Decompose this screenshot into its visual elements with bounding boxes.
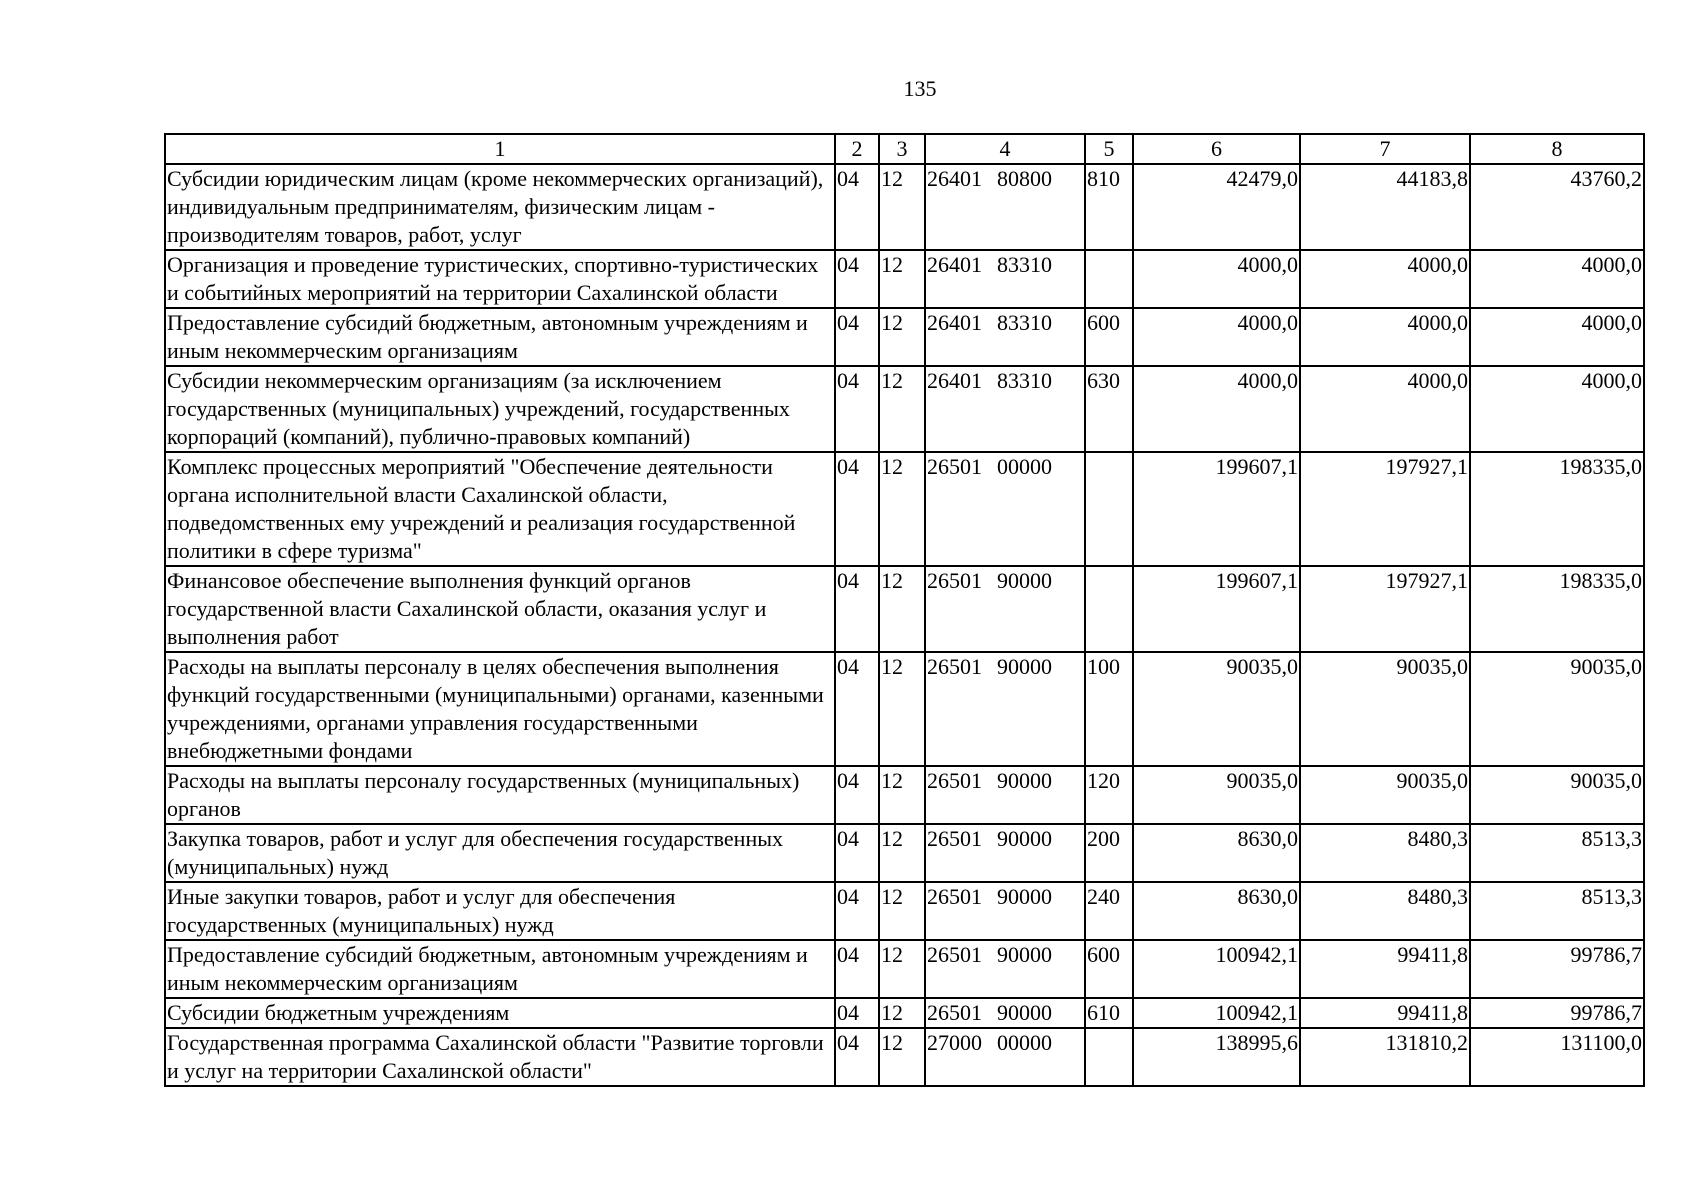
target-article-suffix: 90000 — [997, 826, 1052, 851]
amount-col-7: 4000,0 — [1300, 250, 1470, 308]
row-name: Субсидии бюджетным учреждениям — [165, 998, 835, 1028]
amount-col-6: 100942,1 — [1133, 940, 1300, 998]
table-row — [165, 824, 1644, 882]
page-number: 135 — [903, 76, 937, 101]
subsection-code: 12 — [879, 308, 925, 366]
amount-col-6: 8630,0 — [1133, 824, 1300, 882]
target-article-code — [925, 1028, 1085, 1086]
target-article-prefix: 26501 — [927, 942, 982, 967]
target-article-prefix: 27000 — [927, 1030, 982, 1055]
section-code: 04 — [835, 164, 879, 250]
target-article-prefix: 26501 — [927, 454, 982, 479]
amount-col-8: 4000,0 — [1470, 308, 1644, 366]
amount-col-6: 90035,0 — [1133, 766, 1300, 824]
expense-type-code: 600 — [1085, 940, 1133, 998]
target-article-code — [925, 164, 1085, 250]
amount-col-7: 8480,3 — [1300, 824, 1470, 882]
amount-col-7: 4000,0 — [1300, 308, 1470, 366]
target-article-suffix: 83310 — [997, 368, 1052, 393]
column-header: 2 — [835, 134, 879, 164]
amount-col-8: 8513,3 — [1470, 882, 1644, 940]
expense-type-code — [1085, 1028, 1133, 1086]
subsection-code: 12 — [879, 998, 925, 1028]
amount-col-8: 4000,0 — [1470, 366, 1644, 452]
section-code: 04 — [835, 940, 879, 998]
amount-col-6: 4000,0 — [1133, 250, 1300, 308]
target-article-code — [925, 652, 1085, 766]
target-article-code — [925, 766, 1085, 824]
row-name: Комплекс процессных мероприятий "Обеспечение деятельности органа исполнительной власти Сахалинской области, подведомственных ему учреждений и реализация государственной политики в сфере туризма" — [165, 452, 835, 566]
target-article-suffix: 83310 — [997, 252, 1052, 277]
section-code: 04 — [835, 308, 879, 366]
amount-col-8: 198335,0 — [1470, 452, 1644, 566]
subsection-code: 12 — [879, 164, 925, 250]
amount-col-6: 100942,1 — [1133, 998, 1300, 1028]
section-code: 04 — [835, 566, 879, 652]
target-article-suffix: 00000 — [997, 454, 1052, 479]
amount-col-6: 4000,0 — [1133, 366, 1300, 452]
target-article-suffix: 80800 — [997, 166, 1052, 191]
target-article-suffix: 90000 — [997, 568, 1052, 593]
amount-col-6: 4000,0 — [1133, 308, 1300, 366]
row-name: Расходы на выплаты персоналу в целях обеспечения выполнения функций государственными (муниципальными) органами, казенными учреждениями, органами управления государственными внебюджетными фондами — [165, 652, 835, 766]
subsection-code: 12 — [879, 940, 925, 998]
amount-col-6: 138995,6 — [1133, 1028, 1300, 1086]
expense-type-code: 600 — [1085, 308, 1133, 366]
table-row — [165, 882, 1644, 940]
target-article-code — [925, 998, 1085, 1028]
budget-table — [164, 133, 1645, 1087]
amount-col-8: 8513,3 — [1470, 824, 1644, 882]
target-article-code — [925, 452, 1085, 566]
section-code: 04 — [835, 366, 879, 452]
target-article-prefix: 26401 — [927, 166, 982, 191]
target-article-code — [925, 250, 1085, 308]
amount-col-7: 99411,8 — [1300, 940, 1470, 998]
table-row — [165, 1028, 1644, 1086]
amount-col-6: 90035,0 — [1133, 652, 1300, 766]
row-name: Предоставление субсидий бюджетным, автономным учреждениям и иным некоммерческим организациям — [165, 940, 835, 998]
column-header: 4 — [925, 134, 1085, 164]
target-article-code — [925, 566, 1085, 652]
amount-col-6: 199607,1 — [1133, 566, 1300, 652]
expense-type-code: 240 — [1085, 882, 1133, 940]
amount-col-8: 198335,0 — [1470, 566, 1644, 652]
row-name: Финансовое обеспечение выполнения функций органов государственной власти Сахалинской области, оказания услуг и выполнения работ — [165, 566, 835, 652]
expense-type-code — [1085, 452, 1133, 566]
table-row — [165, 766, 1644, 824]
column-header: 6 — [1133, 134, 1300, 164]
target-article-prefix: 26401 — [927, 310, 982, 335]
expense-type-code: 610 — [1085, 998, 1133, 1028]
row-name: Предоставление субсидий бюджетным, автономным учреждениям и иным некоммерческим организациям — [165, 308, 835, 366]
row-name: Иные закупки товаров, работ и услуг для обеспечения государственных (муниципальных) нужд — [165, 882, 835, 940]
subsection-code: 12 — [879, 1028, 925, 1086]
amount-col-8: 99786,7 — [1470, 940, 1644, 998]
target-article-prefix: 26501 — [927, 654, 982, 679]
table-row — [165, 566, 1644, 652]
section-code: 04 — [835, 452, 879, 566]
section-code: 04 — [835, 824, 879, 882]
target-article-prefix: 26401 — [927, 252, 982, 277]
subsection-code: 12 — [879, 882, 925, 940]
table-row — [165, 366, 1644, 452]
amount-col-6: 8630,0 — [1133, 882, 1300, 940]
expense-type-code: 120 — [1085, 766, 1133, 824]
table-row — [165, 164, 1644, 250]
section-code: 04 — [835, 1028, 879, 1086]
target-article-suffix: 83310 — [997, 310, 1052, 335]
expense-type-code: 200 — [1085, 824, 1133, 882]
target-article-code — [925, 882, 1085, 940]
expense-type-code — [1085, 250, 1133, 308]
row-name: Организация и проведение туристических, спортивно-туристических и событийных мероприятий на территории Сахалинской области — [165, 250, 835, 308]
target-article-suffix: 00000 — [997, 1030, 1052, 1055]
amount-col-7: 8480,3 — [1300, 882, 1470, 940]
target-article-code — [925, 824, 1085, 882]
target-article-code — [925, 308, 1085, 366]
target-article-suffix: 90000 — [997, 884, 1052, 909]
target-article-prefix: 26501 — [927, 1000, 982, 1025]
amount-col-7: 197927,1 — [1300, 452, 1470, 566]
header-row — [165, 134, 1644, 164]
section-code: 04 — [835, 998, 879, 1028]
amount-col-7: 90035,0 — [1300, 766, 1470, 824]
subsection-code: 12 — [879, 250, 925, 308]
target-article-suffix: 90000 — [997, 1000, 1052, 1025]
amount-col-7: 99411,8 — [1300, 998, 1470, 1028]
row-name: Расходы на выплаты персоналу государственных (муниципальных) органов — [165, 766, 835, 824]
column-header: 3 — [879, 134, 925, 164]
amount-col-8: 99786,7 — [1470, 998, 1644, 1028]
section-code: 04 — [835, 250, 879, 308]
row-name: Субсидии некоммерческим организациям (за исключением государственных (муниципальных) учреждений, государственных корпораций (компаний), публично-правовых компаний) — [165, 366, 835, 452]
column-header: 8 — [1470, 134, 1644, 164]
table-row — [165, 452, 1644, 566]
section-code: 04 — [835, 766, 879, 824]
subsection-code: 12 — [879, 566, 925, 652]
section-code: 04 — [835, 652, 879, 766]
table-row — [165, 250, 1644, 308]
table-row — [165, 998, 1644, 1028]
subsection-code: 12 — [879, 452, 925, 566]
target-article-prefix: 26501 — [927, 768, 982, 793]
amount-col-8: 43760,2 — [1470, 164, 1644, 250]
row-name: Закупка товаров, работ и услуг для обеспечения государственных (муниципальных) нужд — [165, 824, 835, 882]
amount-col-7: 131810,2 — [1300, 1028, 1470, 1086]
row-name: Субсидии юридическим лицам (кроме некоммерческих организаций), индивидуальным предпринимателям, физическим лицам - производителям товаров, работ, услуг — [165, 164, 835, 250]
amount-col-7: 4000,0 — [1300, 366, 1470, 452]
target-article-prefix: 26501 — [927, 884, 982, 909]
subsection-code: 12 — [879, 652, 925, 766]
subsection-code: 12 — [879, 766, 925, 824]
target-article-suffix: 90000 — [997, 768, 1052, 793]
amount-col-6: 42479,0 — [1133, 164, 1300, 250]
section-code: 04 — [835, 882, 879, 940]
target-article-prefix: 26501 — [927, 568, 982, 593]
subsection-code: 12 — [879, 366, 925, 452]
amount-col-6: 199607,1 — [1133, 452, 1300, 566]
subsection-code: 12 — [879, 824, 925, 882]
amount-col-8: 4000,0 — [1470, 250, 1644, 308]
amount-col-7: 197927,1 — [1300, 566, 1470, 652]
column-header: 7 — [1300, 134, 1470, 164]
table-row — [165, 652, 1644, 766]
column-header: 1 — [165, 134, 835, 164]
amount-col-7: 90035,0 — [1300, 652, 1470, 766]
expense-type-code: 630 — [1085, 366, 1133, 452]
target-article-prefix: 26401 — [927, 368, 982, 393]
target-article-code — [925, 940, 1085, 998]
expense-type-code — [1085, 566, 1133, 652]
expense-type-code: 810 — [1085, 164, 1133, 250]
target-article-prefix: 26501 — [927, 826, 982, 851]
amount-col-8: 90035,0 — [1470, 766, 1644, 824]
amount-col-7: 44183,8 — [1300, 164, 1470, 250]
target-article-code — [925, 366, 1085, 452]
table-row — [165, 308, 1644, 366]
expense-type-code: 100 — [1085, 652, 1133, 766]
column-header: 5 — [1085, 134, 1133, 164]
target-article-suffix: 90000 — [997, 942, 1052, 967]
target-article-suffix: 90000 — [997, 654, 1052, 679]
amount-col-8: 131100,0 — [1470, 1028, 1644, 1086]
row-name: Государственная программа Сахалинской области "Развитие торговли и услуг на территории Сахалинской области" — [165, 1028, 835, 1086]
table-row — [165, 940, 1644, 998]
amount-col-8: 90035,0 — [1470, 652, 1644, 766]
